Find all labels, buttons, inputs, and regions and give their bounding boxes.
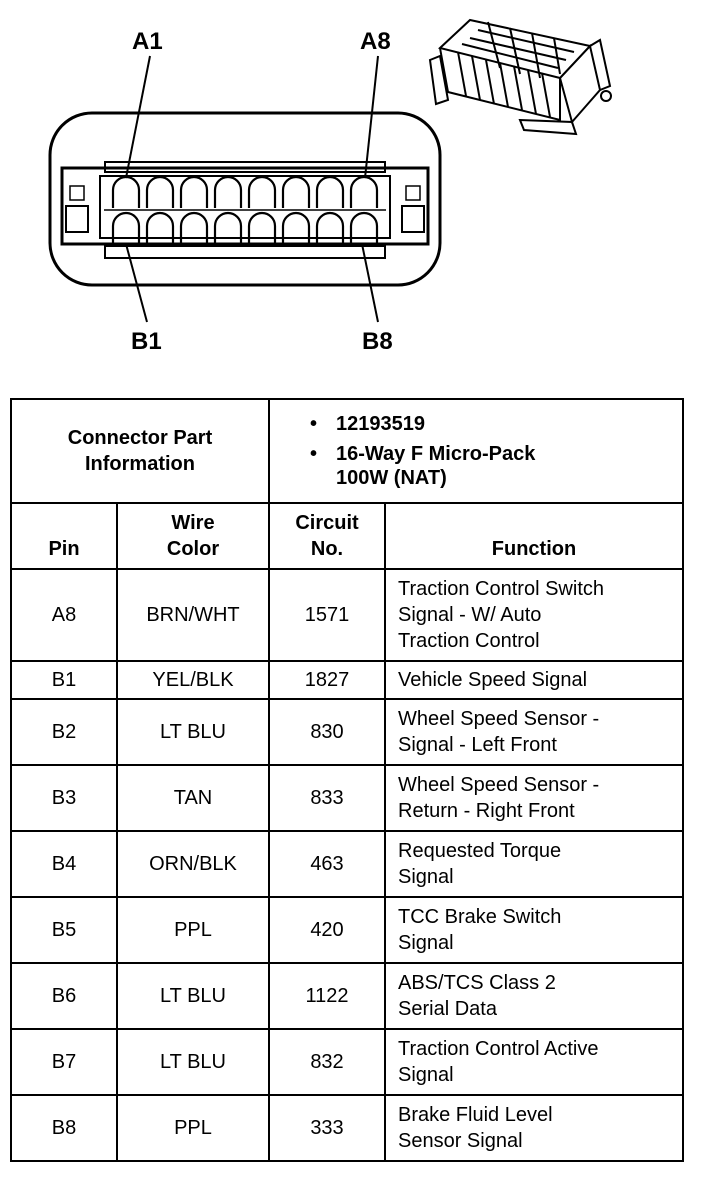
table-row xyxy=(11,661,683,699)
function-line: Signal xyxy=(398,932,454,954)
circuit-number-cell: 1571 xyxy=(269,569,385,661)
function-cell xyxy=(385,765,683,831)
circuit-number-cell: 1827 xyxy=(269,661,385,699)
bottom-row-cavities xyxy=(113,213,377,244)
pin-cell: B6 xyxy=(11,963,117,1029)
circuit-number-cell: 420 xyxy=(269,897,385,963)
col-header-function: Function xyxy=(385,503,683,569)
column-header-row xyxy=(11,503,683,569)
circuit-number-cell: 833 xyxy=(269,765,385,831)
circuit-number-cell: 463 xyxy=(269,831,385,897)
circuit-number-cell: 333 xyxy=(269,1095,385,1161)
col-header-wire-color: Wire Color xyxy=(117,503,269,569)
connector-perspective-illustration xyxy=(430,20,611,134)
function-line: Vehicle Speed Signal xyxy=(398,669,588,691)
function-cell xyxy=(385,963,683,1029)
circuit-number-cell: 830 xyxy=(269,699,385,765)
table-row xyxy=(11,699,683,765)
function-line: ABS/TCS Class 2 xyxy=(398,972,556,994)
wire-color-cell: PPL xyxy=(117,897,269,963)
part-description-line2: 100W (NAT) xyxy=(336,467,447,489)
table-row xyxy=(11,1029,683,1095)
function-line: Requested Torque xyxy=(398,840,562,862)
col-header-circuit-no: Circuit No. xyxy=(269,503,385,569)
wire-color-cell: LT BLU xyxy=(117,1029,269,1095)
connector-diagram xyxy=(0,0,704,380)
left-latch xyxy=(66,206,88,232)
b1-leader xyxy=(126,244,147,322)
part-number: 12193519 xyxy=(336,413,425,435)
function-line: Traction Control Active xyxy=(398,1038,599,1060)
right-latch xyxy=(402,206,424,232)
function-cell xyxy=(385,831,683,897)
table-row xyxy=(11,1095,683,1161)
function-cell xyxy=(385,1029,683,1095)
info-label-line2: Information xyxy=(85,453,195,475)
pin-cell: B5 xyxy=(11,897,117,963)
pin-label-b8: B8 xyxy=(362,328,393,355)
top-row-cavities xyxy=(113,177,377,208)
function-cell xyxy=(385,569,683,661)
function-line: Traction Control xyxy=(398,630,540,652)
wire-color-cell: BRN/WHT xyxy=(117,569,269,661)
function-line: Return - Right Front xyxy=(398,800,575,822)
wire-color-cell: TAN xyxy=(117,765,269,831)
wire-color-cell: LT BLU xyxy=(117,699,269,765)
pin-label-a1: A1 xyxy=(132,28,163,55)
pin-cell: B7 xyxy=(11,1029,117,1095)
table-row xyxy=(11,569,683,661)
function-cell xyxy=(385,661,683,699)
table-row xyxy=(11,963,683,1029)
pinout-rows xyxy=(11,569,683,1161)
function-line: Signal - W/ Auto xyxy=(398,604,542,626)
table-row xyxy=(11,765,683,831)
function-cell xyxy=(385,1095,683,1161)
b8-leader xyxy=(362,244,378,322)
part-description-line1: 16-Way F Micro-Pack xyxy=(336,443,536,465)
pin-cell: B2 xyxy=(11,699,117,765)
function-line: Signal xyxy=(398,866,454,888)
part-item xyxy=(310,412,682,436)
function-line: TCC Brake Switch xyxy=(398,906,562,928)
pin-label-b1: B1 xyxy=(131,328,162,355)
pin-cell: B8 xyxy=(11,1095,117,1161)
function-line: Wheel Speed Sensor - xyxy=(398,774,600,796)
connector-pinout-table xyxy=(10,398,684,1162)
wire-color-cell: LT BLU xyxy=(117,963,269,1029)
circuit-number-cell: 832 xyxy=(269,1029,385,1095)
a8-leader xyxy=(365,56,378,178)
function-cell xyxy=(385,699,683,765)
bullet-glyph: • xyxy=(310,413,318,435)
function-line: Signal - Left Front xyxy=(398,734,557,756)
table-row xyxy=(11,897,683,963)
connector-part-info-label xyxy=(11,399,269,503)
table-row xyxy=(11,831,683,897)
connector-info-row xyxy=(11,399,683,503)
connector-housing-outline xyxy=(50,113,440,285)
connector-part-list xyxy=(269,399,683,503)
circuit-number-cell: 1122 xyxy=(269,963,385,1029)
function-line: Brake Fluid Level xyxy=(398,1104,553,1126)
connector-face-drawing xyxy=(0,0,704,380)
bullet-glyph: • xyxy=(310,443,318,465)
function-line: Signal xyxy=(398,1064,454,1086)
function-line: Wheel Speed Sensor - xyxy=(398,708,600,730)
info-label-line1: Connector Part xyxy=(67,427,213,449)
part-item xyxy=(310,442,682,490)
function-cell xyxy=(385,897,683,963)
pin-cell: B3 xyxy=(11,765,117,831)
function-line: Sensor Signal xyxy=(398,1130,523,1152)
function-line: Traction Control Switch xyxy=(398,578,604,600)
col-header-pin: Pin xyxy=(11,503,117,569)
wire-color-cell: ORN/BLK xyxy=(117,831,269,897)
pin-label-a8: A8 xyxy=(360,28,391,55)
pin-cell: B4 xyxy=(11,831,117,897)
a1-leader xyxy=(126,56,150,178)
wire-color-cell: YEL/BLK xyxy=(117,661,269,699)
function-line: Serial Data xyxy=(398,998,497,1020)
pin-cell: B1 xyxy=(11,661,117,699)
pin-cell: A8 xyxy=(11,569,117,661)
wire-color-cell: PPL xyxy=(117,1095,269,1161)
